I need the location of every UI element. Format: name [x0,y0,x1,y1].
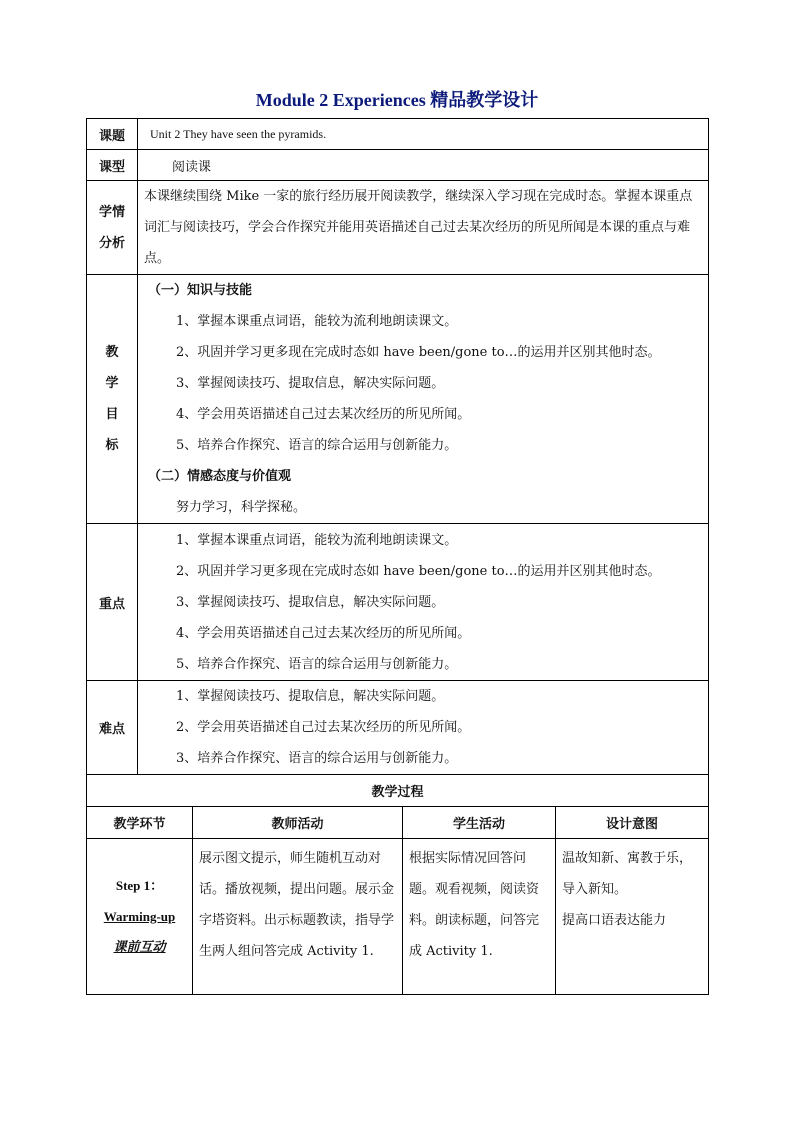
step1-intent [556,839,709,995]
goals-item: 3、掌握阅读技巧、提取信息，解决实际问题。 [176,376,445,391]
step1-intent-line: 提高口语表达能力 [562,913,667,928]
column-teacher: 教师活动 [193,807,403,839]
step1-name: Warming-up [103,909,176,924]
topic-label: 课题 [87,119,138,150]
goals-item: 2、巩固并学习更多现在完成时态如 have been/gone to…的运用并区别其他时态。 [176,345,661,360]
key-item: 2、巩固并学习更多现在完成时态如 have been/gone to…的运用并区别其他时态。 [176,563,661,579]
step1-intent-line: 温故知新、寓教于乐， [562,851,693,866]
analysis-row [87,181,709,275]
step1-student: 根据实际情况回答问题。观看视频，阅读资料。朗读标题，问答完成 Activity 1. [403,839,556,995]
process-heading-row [87,775,709,807]
step1-cell [87,839,193,995]
topic-value: Unit 2 They have seen the pyramids. [138,119,709,150]
difficult-item: 1、掌握阅读技巧、提取信息，解决实际问题。 [176,689,445,704]
topic-row [87,119,709,150]
key-item: 1、掌握本课重点词语，能较为流利地朗读课文。 [176,532,458,548]
difficult-label: 难点 [87,681,138,775]
key-label: 重点 [87,524,138,681]
key-content [138,524,709,681]
column-step: 教学环节 [87,807,193,839]
type-label: 课型 [87,150,138,181]
key-item: 4、学会用英语描述自己过去某次经历的所见所闻。 [176,625,471,641]
difficult-item: 2、学会用英语描述自己过去某次经历的所见所闻。 [176,720,471,735]
goals-row [87,275,709,524]
key-item: 3、掌握阅读技巧、提取信息，解决实际问题。 [176,594,445,610]
type-row [87,150,709,181]
difficult-row [87,681,709,775]
goals-attitude: 努力学习，科学探秘。 [176,500,307,515]
lesson-plan-table [86,118,709,995]
process-heading: 教学过程 [87,775,709,807]
analysis-label [87,181,138,275]
step1-row [87,839,709,995]
key-row [87,524,709,681]
step1-intent-line: 导入新知。 [562,882,628,897]
goals-label-char: 教 [105,345,119,360]
difficult-item: 3、培养合作探究、语言的综合运用与创新能力。 [176,751,458,766]
goals-heading-attitude: （二）情感态度与价值观 [148,469,292,484]
step1-number: Step 1： [115,878,164,893]
column-intent: 设计意图 [556,807,709,839]
goals-item: 5、培养合作探究、语言的综合运用与创新能力。 [176,438,458,453]
process-columns-row [87,807,709,839]
document-title: Module 2 Experiences 精品教学设计 [255,90,539,110]
goals-label-char: 目 [105,407,119,422]
goals-label [87,275,138,524]
step1-teacher: 展示图文提示，师生随机互动对话。播放视频，提出问题。展示金字塔资料。出示标题教读，指导学生两人组问答完成 Activity 1. [193,839,403,995]
step1-sub: 课前互动 [113,940,166,955]
goals-item: 4、学会用英语描述自己过去某次经历的所见所闻。 [176,407,471,422]
key-item: 5、培养合作探究、语言的综合运用与创新能力。 [176,656,458,672]
difficult-content [138,681,709,775]
goals-item: 1、掌握本课重点词语，能较为流利地朗读课文。 [176,314,458,329]
goals-label-char: 标 [105,438,119,453]
goals-heading-knowledge: （一）知识与技能 [148,283,253,298]
analysis-text: 本课继续围绕 Mike 一家的旅行经历展开阅读教学，继续深入学习现在完成时态。掌握本课重点词汇与阅读技巧，学会合作探究并能用英语描述自己过去某次经历的所见所闻是本课的重点与难点。 [138,181,709,275]
analysis-label-line: 学情 [98,204,125,220]
analysis-label-line: 分析 [98,235,125,251]
type-value: 阅读课 [138,150,709,181]
goals-content [138,275,709,524]
goals-label-char: 学 [105,376,119,391]
column-student: 学生活动 [403,807,556,839]
